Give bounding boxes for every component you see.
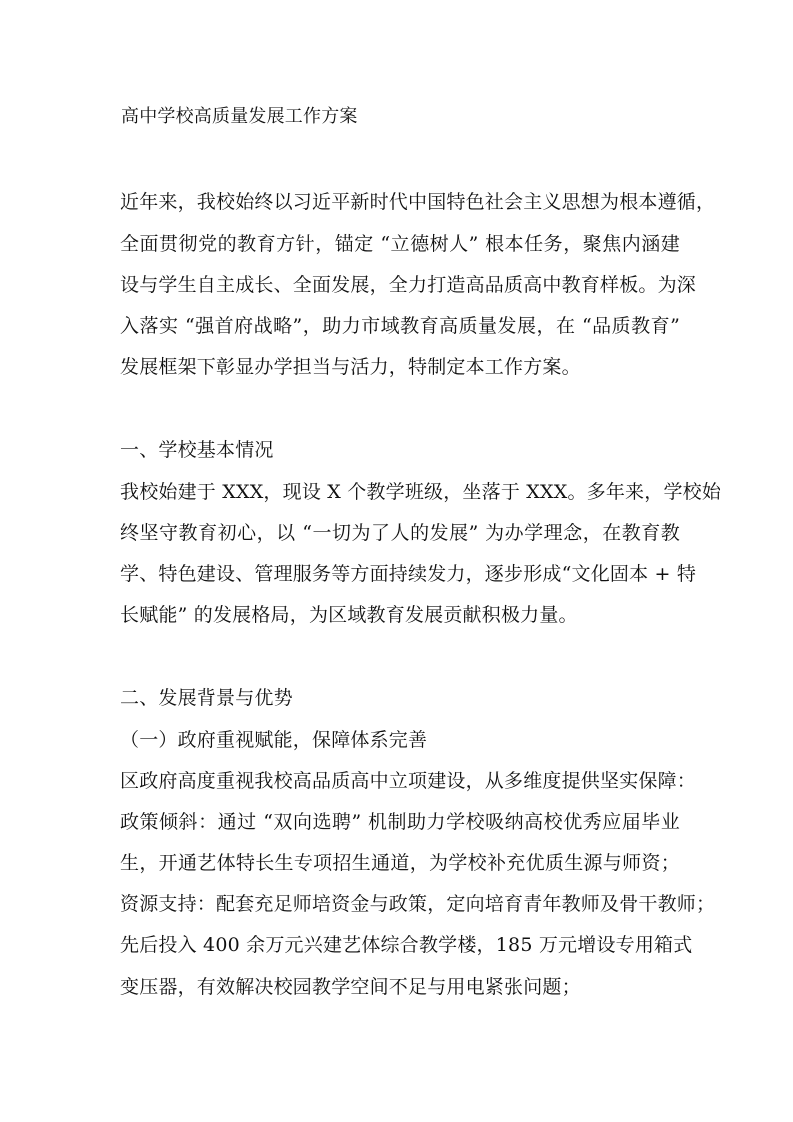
document-title: 高中学校高质量发展工作方案 — [121, 106, 358, 127]
section-2-subheading: （一）政府重视赋能，保障体系完善 — [120, 729, 428, 751]
section-2-line-6: 变压器，有效解决校园教学空间不足与用电紧张问题； — [120, 976, 581, 998]
section-2-line-3: 生，开通艺体特长生专项招生通道，为学校补充优质生源与师资； — [120, 852, 680, 874]
section-1-line-2: 终坚守教育初心，以 “一切为了人的发展” 为办学理念，在教育教 — [120, 522, 680, 544]
section-2-line-2: 政策倾斜：通过 “双向选聘” 机制助力学校吸纳高校优秀应届毕业 — [120, 811, 680, 833]
section-1-line-1: 我校始建于 XXX，现设 X 个教学班级，坐落于 XXX。多年来，学校始 — [120, 481, 722, 503]
intro-line-4: 入落实 “强首府战略”，助力市域教育高质量发展，在 “品质教育” — [120, 315, 680, 337]
section-1-line-4: 长赋能” 的发展格局，为区域教育发展贡献积极力量。 — [120, 604, 578, 626]
section-1-heading: 一、学校基本情况 — [120, 439, 274, 461]
section-2-heading: 二、发展背景与优势 — [120, 687, 293, 709]
intro-line-3: 设与学生自主成长、全面发展，全力打造高品质高中教育样板。为深 — [120, 274, 697, 296]
intro-line-1: 近年来，我校始终以习近平新时代中国特色社会主义思想为根本遵循， — [120, 191, 716, 213]
section-2-line-1: 区政府高度重视我校高品质高中立项建设，从多维度提供坚实保障： — [120, 770, 697, 792]
section-2-line-4: 资源支持：配套充足师培资金与政策，定向培育青年教师及骨干教师； — [120, 893, 716, 915]
intro-line-5: 发展框架下彰显办学担当与活力，特制定本工作方案。 — [120, 356, 581, 378]
section-2-line-5: 先后投入 400 余万元兴建艺体综合教学楼，185 万元增设专用箱式 — [120, 934, 693, 956]
section-1-line-3: 学、特色建设、管理服务等方面持续发力，逐步形成“文化固本 + 特 — [120, 563, 697, 585]
intro-line-2: 全面贯彻党的教育方针，锚定 “立德树人” 根本任务，聚焦内涵建 — [120, 233, 680, 255]
